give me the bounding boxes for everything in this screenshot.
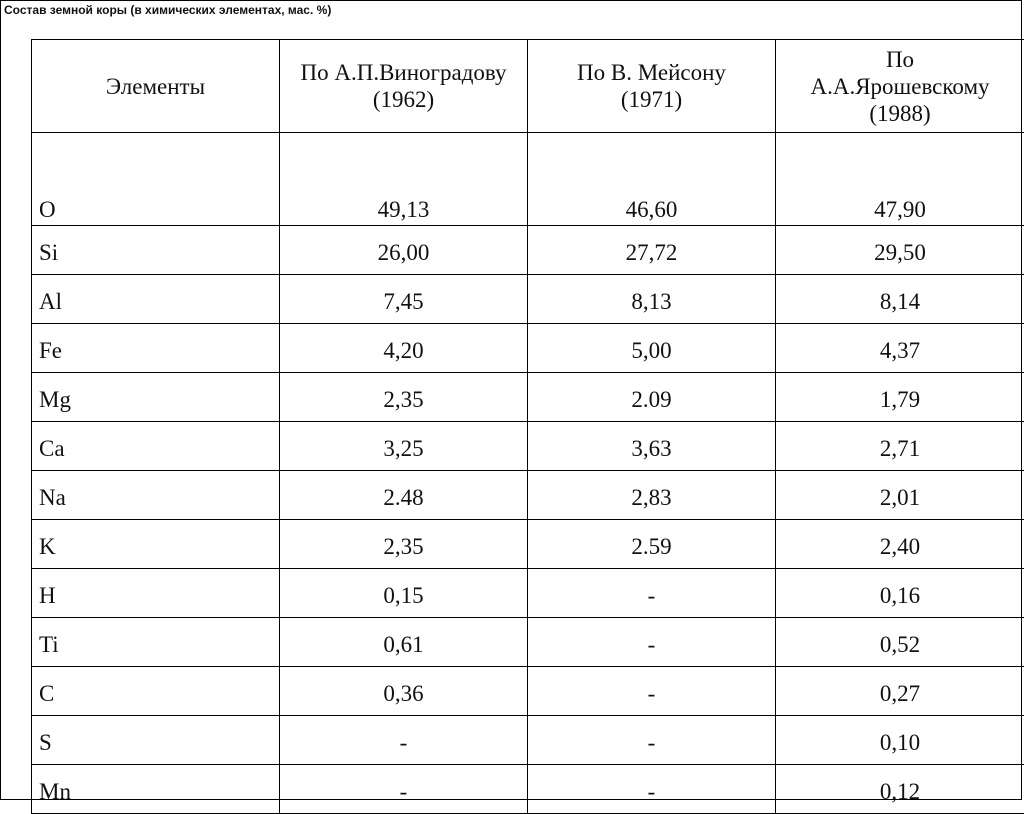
cell-yaroshevsky: 0,52 xyxy=(776,618,1024,667)
cell-vinogradov: - xyxy=(280,765,528,814)
table-row xyxy=(32,569,1024,618)
cell-element: O xyxy=(32,133,280,226)
slide-title: Состав земной коры (в химических элементах, мас. %) xyxy=(4,2,331,18)
header-line: (1962) xyxy=(280,86,527,113)
cell-vinogradov: - xyxy=(280,716,528,765)
cell-element: Mg xyxy=(32,373,280,422)
cell-yaroshevsky: 2,71 xyxy=(776,422,1024,471)
table-row xyxy=(32,471,1024,520)
cell-vinogradov: 2,35 xyxy=(280,520,528,569)
cell-vinogradov: 0,61 xyxy=(280,618,528,667)
table-row xyxy=(32,716,1024,765)
table-row xyxy=(32,133,1024,226)
header-elements xyxy=(32,40,280,133)
header-line: По xyxy=(776,46,1024,73)
table-row xyxy=(32,618,1024,667)
cell-mason: 27,72 xyxy=(528,226,776,275)
cell-element: C xyxy=(32,667,280,716)
cell-vinogradov: 2.48 xyxy=(280,471,528,520)
header-line: (1988) xyxy=(776,100,1024,127)
cell-mason: 5,00 xyxy=(528,324,776,373)
cell-element: Fe xyxy=(32,324,280,373)
cell-mason: 46,60 xyxy=(528,133,776,226)
cell-mason: 3,63 xyxy=(528,422,776,471)
table-row xyxy=(32,667,1024,716)
cell-element: Si xyxy=(32,226,280,275)
cell-yaroshevsky: 4,37 xyxy=(776,324,1024,373)
table-row xyxy=(32,324,1024,373)
cell-mason: - xyxy=(528,667,776,716)
cell-element: Mn xyxy=(32,765,280,814)
crust-composition-table xyxy=(31,39,1024,814)
cell-mason: - xyxy=(528,716,776,765)
table-row xyxy=(32,373,1024,422)
cell-element: Ca xyxy=(32,422,280,471)
cell-mason: 8,13 xyxy=(528,275,776,324)
cell-element: K xyxy=(32,520,280,569)
header-mason xyxy=(528,40,776,133)
cell-mason: 2.09 xyxy=(528,373,776,422)
cell-vinogradov: 7,45 xyxy=(280,275,528,324)
cell-vinogradov: 4,20 xyxy=(280,324,528,373)
table-row xyxy=(32,765,1024,814)
cell-yaroshevsky: 2,01 xyxy=(776,471,1024,520)
cell-mason: - xyxy=(528,618,776,667)
cell-mason: 2,83 xyxy=(528,471,776,520)
header-yaroshevsky xyxy=(776,40,1024,133)
cell-vinogradov: 0,15 xyxy=(280,569,528,618)
cell-yaroshevsky: 0,12 xyxy=(776,765,1024,814)
cell-mason: - xyxy=(528,765,776,814)
cell-yaroshevsky: 0,16 xyxy=(776,569,1024,618)
header-line: По А.П.Виноградову xyxy=(280,59,527,86)
cell-element: H xyxy=(32,569,280,618)
header-line: (1971) xyxy=(528,86,775,113)
composition-table-container xyxy=(31,39,1024,814)
cell-vinogradov: 0,36 xyxy=(280,667,528,716)
header-line: По В. Мейсону xyxy=(528,59,775,86)
cell-yaroshevsky: 0,10 xyxy=(776,716,1024,765)
cell-yaroshevsky: 8,14 xyxy=(776,275,1024,324)
table-row xyxy=(32,422,1024,471)
cell-vinogradov: 2,35 xyxy=(280,373,528,422)
cell-element: Na xyxy=(32,471,280,520)
cell-yaroshevsky: 1,79 xyxy=(776,373,1024,422)
cell-yaroshevsky: 47,90 xyxy=(776,133,1024,226)
cell-yaroshevsky: 0,27 xyxy=(776,667,1024,716)
cell-mason: 2.59 xyxy=(528,520,776,569)
table-row xyxy=(32,226,1024,275)
cell-yaroshevsky: 2,40 xyxy=(776,520,1024,569)
cell-yaroshevsky: 29,50 xyxy=(776,226,1024,275)
header-line: А.А.Ярошевскому xyxy=(776,73,1024,100)
cell-vinogradov: 49,13 xyxy=(280,133,528,226)
cell-element: S xyxy=(32,716,280,765)
cell-vinogradov: 26,00 xyxy=(280,226,528,275)
table-header-row xyxy=(32,40,1024,133)
header-vinogradov xyxy=(280,40,528,133)
cell-element: Ti xyxy=(32,618,280,667)
header-line: Элементы xyxy=(32,73,279,100)
table-row xyxy=(32,275,1024,324)
cell-element: Al xyxy=(32,275,280,324)
table-row xyxy=(32,520,1024,569)
cell-vinogradov: 3,25 xyxy=(280,422,528,471)
cell-mason: - xyxy=(528,569,776,618)
